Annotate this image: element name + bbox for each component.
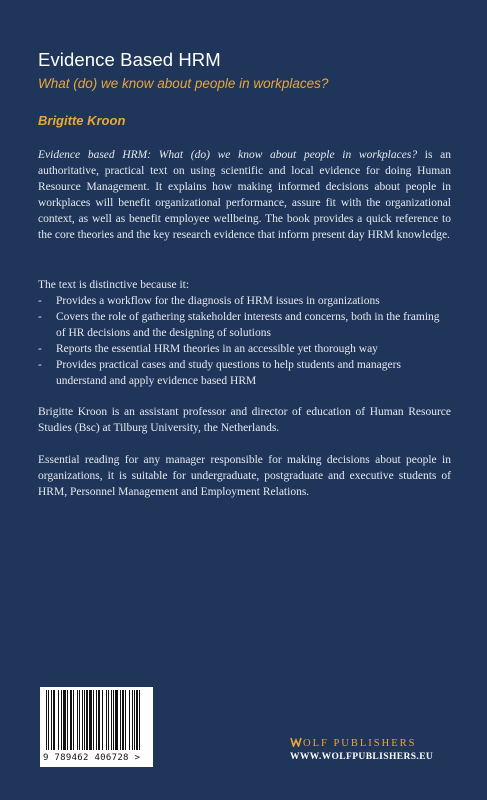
list-item: - Provides practical cases and study questions to help students and managers understand and apply evidence based HRM <box>38 358 451 390</box>
isbn-number: 9 789462 406728 > <box>43 753 141 763</box>
list-item: - Reports the essential HRM theories in an accessible yet thorough way <box>38 342 451 358</box>
barcode-bar <box>70 690 72 750</box>
barcode-bar <box>46 690 47 750</box>
feature-list <box>38 294 451 389</box>
barcode-bar <box>51 690 52 750</box>
barcode-bar <box>89 690 92 750</box>
barcode-bar <box>108 690 109 750</box>
barcode-bar <box>106 690 107 750</box>
description-title-italic: Evidence based HRM: What (do) we know about people in workplaces? <box>38 149 418 161</box>
author-name: Brigitte Kroon <box>38 113 126 128</box>
barcode-bar <box>86 690 88 750</box>
description-text: is an authoritative, practical text on using scientific and local evidence for doing Human Resource Management. It explains how making informed decisions about people in workplaces will benefit organizational performance, assure fit with the organizational context, as well as benefit employee wellbeing. The book provides a quick reference to the core theories and the key research evidence that inform present day HRM knowledge. <box>38 149 451 241</box>
barcode-bar <box>98 690 100 750</box>
barcode-bar <box>115 690 118 750</box>
publisher-name <box>290 737 416 749</box>
wolf-logo-icon <box>290 737 302 747</box>
barcode-bar <box>84 690 85 750</box>
isbn-barcode <box>40 687 153 767</box>
barcode-bar <box>82 690 83 750</box>
barcode-bar <box>120 690 121 750</box>
book-title: Evidence Based HRM <box>38 49 221 70</box>
barcode-bars <box>40 687 153 753</box>
barcode-bar <box>48 690 49 750</box>
barcode-bar <box>134 690 135 750</box>
barcode-bar <box>53 690 55 750</box>
barcode-bar <box>77 690 78 750</box>
description-paragraph <box>38 148 451 243</box>
barcode-bar <box>125 690 126 750</box>
barcode-bar <box>79 690 80 750</box>
barcode-bar <box>122 690 124 750</box>
publisher-name-text: OLF PUBLISHERS <box>303 738 417 749</box>
barcode-bar <box>73 690 74 750</box>
distinctive-intro: The text is distinctive because it: <box>38 279 190 291</box>
audience-paragraph: Essential reading for any manager responsible for making decisions about people in organizations, it is suitable for undergraduate, postgraduate and executive students of HRM, Personnel Management and Employment Relations. <box>38 454 451 498</box>
publisher-website: WWW.WOLFPUBLISHERS.EU <box>290 752 434 762</box>
barcode-bar <box>61 690 62 750</box>
book-subtitle: What (do) we know about people in workplaces? <box>38 76 329 91</box>
barcode-bar <box>63 690 66 750</box>
list-item: - Provides a workflow for the diagnosis of HRM issues in organizations <box>38 294 451 310</box>
barcode-bar <box>102 690 103 750</box>
barcode-bar <box>58 690 59 750</box>
barcode-bar <box>111 690 112 750</box>
list-item: - Covers the role of gathering stakeholder interests and concerns, both in the framing of HR decisions and the designing of solutions <box>38 310 451 342</box>
barcode-bar <box>93 690 94 750</box>
barcode-bar <box>139 690 140 750</box>
barcode-bar <box>132 690 133 750</box>
barcode-bar <box>67 690 68 750</box>
barcode-bar <box>129 690 130 750</box>
barcode-bar <box>113 690 114 750</box>
barcode-bar <box>96 690 97 750</box>
author-bio: Brigitte Kroon is an assistant professor and director of education of Human Resource Studies (Bsc) at Tilburg University, the Netherlands. <box>38 406 451 434</box>
barcode-bar <box>136 690 138 750</box>
